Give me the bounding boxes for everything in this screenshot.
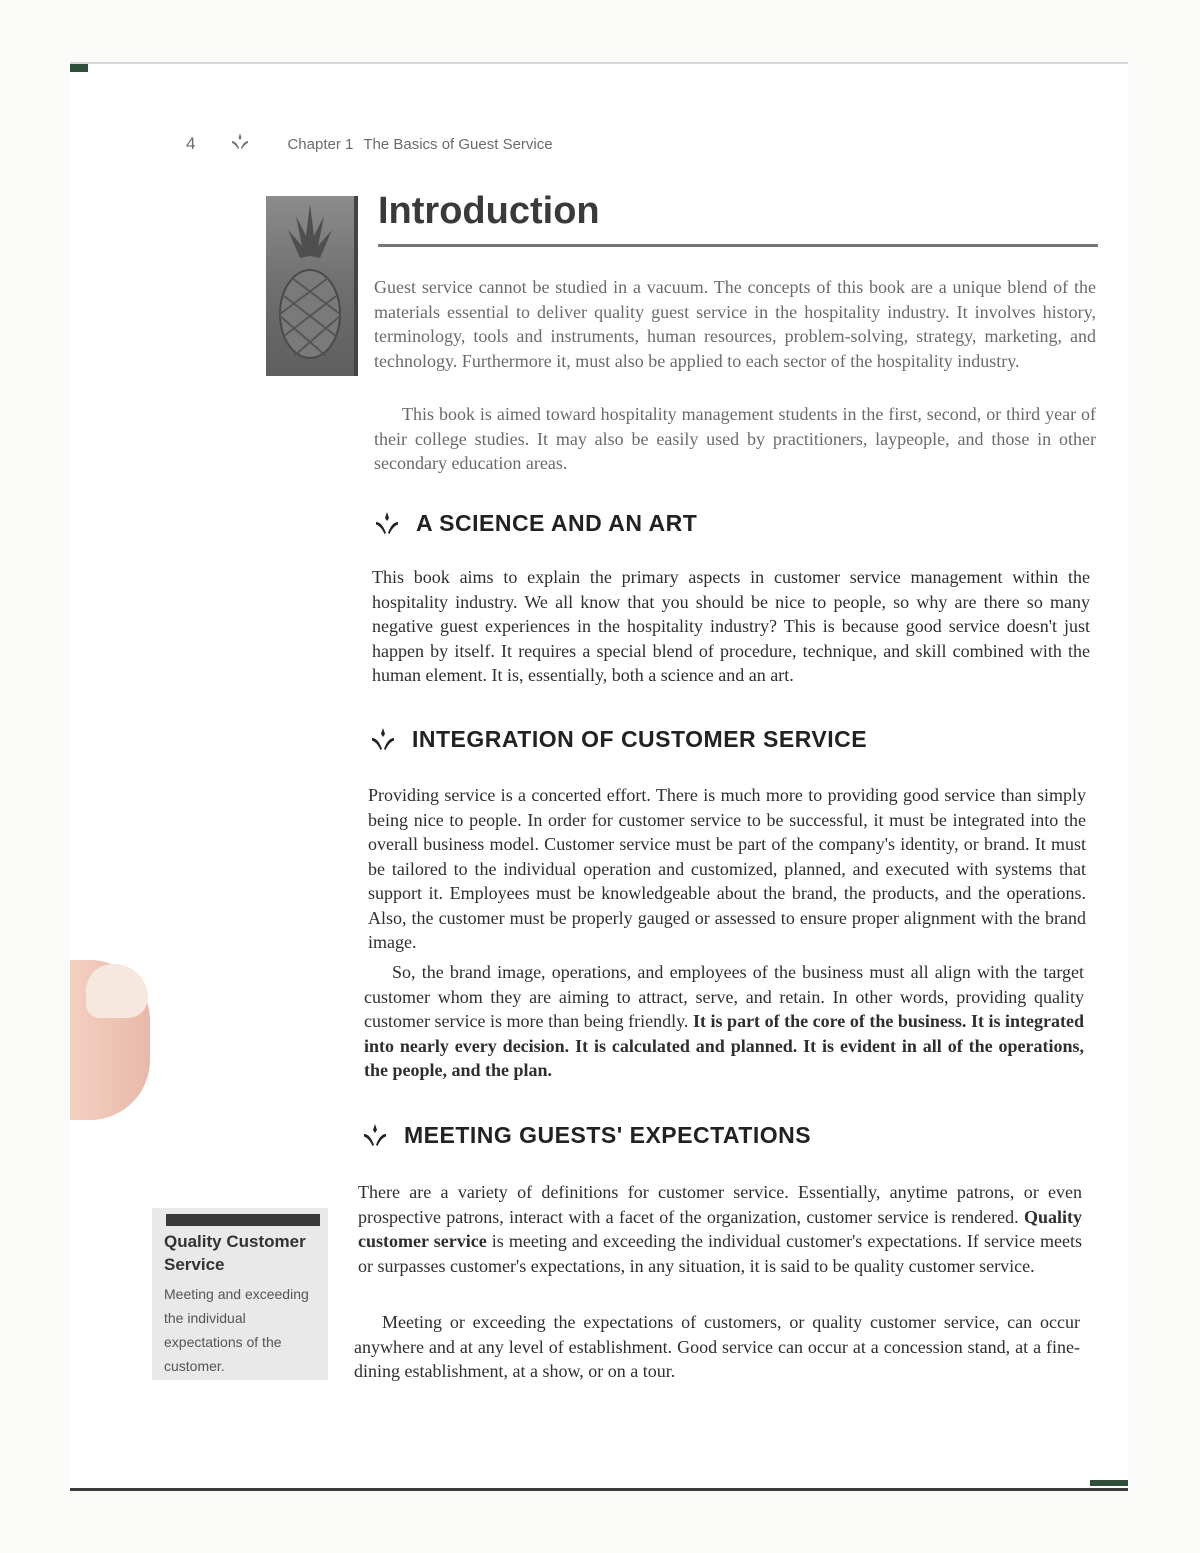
sparkle-icon: [370, 728, 396, 752]
section-heading-science-art: [374, 510, 697, 537]
integration-paragraph-1: [368, 783, 1086, 955]
text: Meeting or exceeding the expectations of customers, or quality customer service, can occur anywhere and at any level of establishment. Good service can occur at a concession stand, at a fine-dining establishment, at a show, or on a tour.: [354, 1312, 1080, 1381]
section-heading-integration: [370, 726, 867, 753]
heading-text: INTEGRATION OF CUSTOMER SERVICE: [412, 726, 868, 752]
pineapple-photo: [266, 196, 358, 376]
heading-text: A SCIENCE AND AN ART: [416, 510, 698, 536]
running-header: [186, 133, 553, 155]
page-number: 4: [186, 134, 196, 153]
glossary-term: Quality Customer Service: [164, 1232, 306, 1274]
text: There are a variety of definitions for customer service. Essentially, anytime patrons, or even prospective patrons, interact with a facet of the organization, customer service is rendered.: [358, 1182, 1082, 1227]
text: So, the brand image, operations, and employees of the business must all align with the target customer whom they are aiming to attract, serve, and retain. In other words, providing quality customer service is more than being friendly.: [364, 962, 1084, 1031]
corner-mark: [1090, 1480, 1128, 1486]
intro-paragraph-2: [374, 402, 1096, 476]
page-title: Introduction: [378, 190, 600, 232]
text: This book aims to explain the primary aspects in customer service management within the hospitality industry. We all know that you should be nice to people, so why are there so many negative guest experiences in the hospitality industry? This is because good service doesn't just happen by itself. It requires a special blend of procedure, technique, and skill combined with the human element. It is, essentially, both a science and an art.: [372, 567, 1090, 685]
text: Guest service cannot be studied in a vacuum. The concepts of this book are a unique blend of the materials essential to deliver quality guest service in the hospitality industry. It involves history, terminology, tools and instruments, human resources, problem-solving, strategy, marketing, and technology. Furthermore it, must also be applied to each sector of the hospitality industry.: [374, 277, 1096, 371]
sparkle-icon: [374, 512, 400, 536]
meeting-paragraph-2: [354, 1310, 1080, 1384]
text: This book is aimed toward hospitality management students in the first, second, or third year of their college studies. It may also be easily used by practitioners, laypeople, and those in other secondary education areas.: [374, 404, 1096, 473]
chapter-title: The Basics of Guest Service: [363, 135, 553, 153]
intro-paragraph-1: [374, 275, 1096, 373]
integration-paragraph-2: [364, 960, 1084, 1083]
chapter-label: Chapter 1: [287, 135, 354, 153]
science-art-paragraph: [372, 565, 1090, 688]
title-rule: [378, 244, 1098, 247]
text: Providing service is a concerted effort. There is much more to providing good service than simply being nice to people. In order for customer service to be successful, it must be integrated into the overall business model. Customer service must be part of the company's identity, or brand. It must be tailored to the individual operation and customized, planned, and executed with systems that support it. Employees must be knowledgeable about the brand, the products, and the operations. Also, the customer must be properly gauged or assessed to ensure proper alignment with the brand image.: [368, 785, 1086, 952]
sidebar-bar: [166, 1214, 320, 1226]
key-term: Quality customer service: [358, 1206, 1082, 1251]
glossary-definition: Meeting and exceeding the individual expectations of the customer.: [164, 1286, 309, 1374]
sparkle-icon: [362, 1124, 388, 1148]
sparkle-icon: [229, 133, 251, 155]
section-heading-meeting: [362, 1122, 811, 1149]
heading-text: MEETING GUESTS' EXPECTATIONS: [404, 1122, 812, 1148]
corner-mark: [70, 64, 88, 72]
text: is meeting and exceeding the individual customer's expectations. If service meets or surpasses customer's expectations, in any situation, it is said to be quality customer service.: [358, 1231, 1082, 1276]
meeting-paragraph-1: [358, 1180, 1082, 1278]
emphasis-text: It is part of the core of the business. It is integrated into nearly every decision. It is calculated and planned. It is evident in all of the operations, the people, and the plan.: [364, 1011, 1085, 1080]
